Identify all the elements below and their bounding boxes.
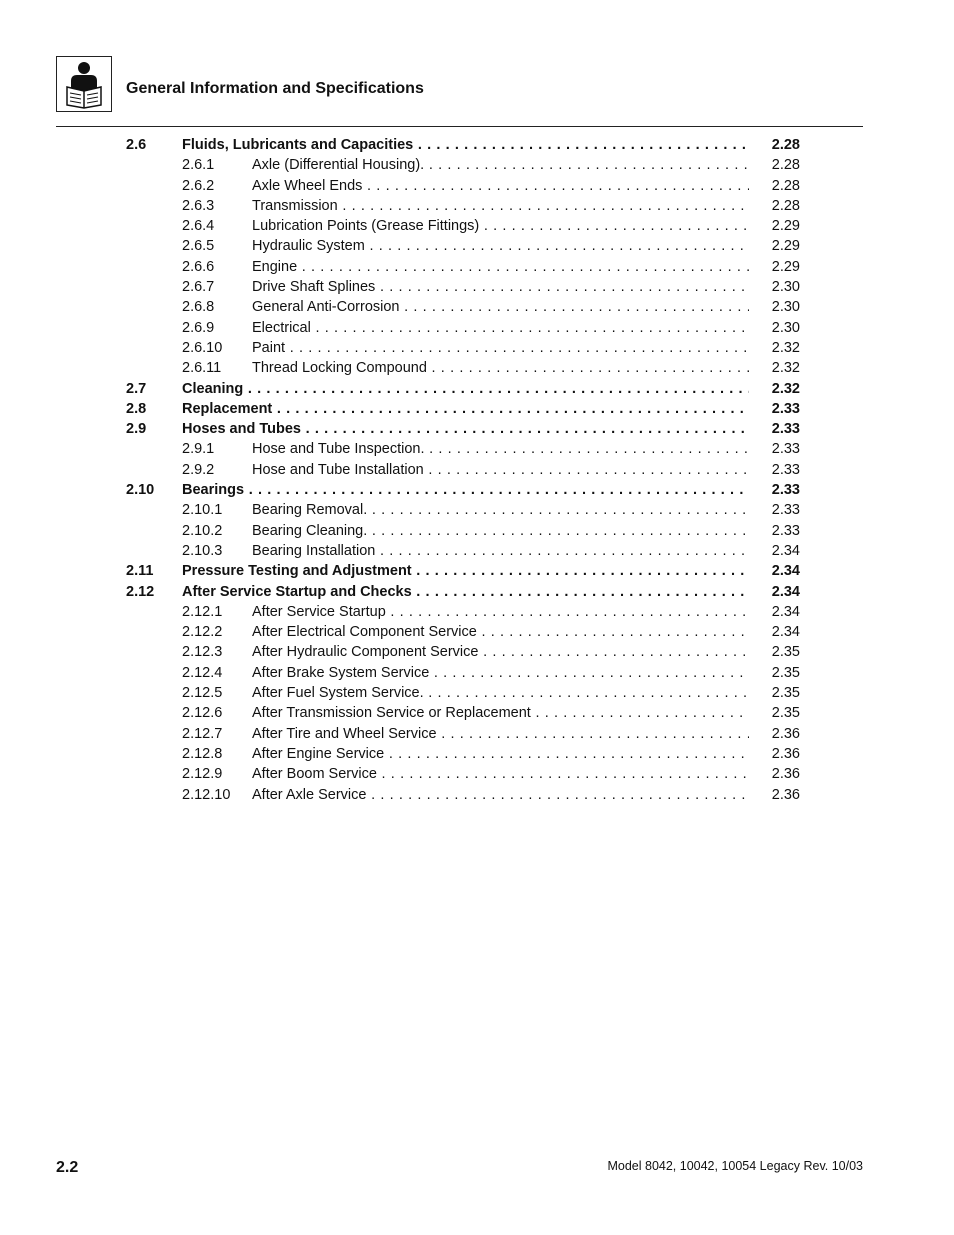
toc-entry-page: 2.33 — [771, 502, 800, 519]
toc-entry-title: Drive Shaft Splines . . . — [252, 277, 749, 297]
page-header-title: General Information and Specifications — [126, 80, 424, 97]
toc-entry-page: 2.33 — [771, 461, 800, 478]
toc-entry-number: 2.10.2 — [182, 522, 223, 539]
toc-entry-title: Electrical . . . — [252, 318, 749, 338]
toc-entry[interactable] — [0, 602, 954, 622]
toc-entry-number: 2.12.2 — [182, 624, 223, 641]
toc-entry-title: After Fuel System Service. . . . — [252, 683, 749, 703]
toc-entry[interactable] — [0, 297, 954, 317]
toc-entry-title: After Brake System Service . . . — [252, 663, 749, 683]
toc-entry-title: Engine . . . — [252, 257, 749, 277]
toc-entry-page: 2.35 — [771, 664, 800, 681]
toc-entry-page: 2.33 — [771, 482, 800, 499]
toc-entry[interactable] — [0, 744, 954, 764]
toc-entry-number: 2.12 — [126, 583, 155, 600]
toc-entry-number: 2.6.1 — [182, 157, 215, 174]
toc-entry-number: 2.7 — [126, 380, 147, 397]
toc-entry[interactable] — [0, 582, 954, 602]
toc-entry-number: 2.9 — [126, 421, 147, 438]
toc-entry-number: 2.6.6 — [182, 258, 215, 275]
toc-entry[interactable] — [0, 257, 954, 277]
toc-entry[interactable] — [0, 379, 954, 399]
toc-entry-number: 2.10.1 — [182, 502, 223, 519]
toc-entry-page: 2.34 — [771, 542, 800, 559]
toc-entry[interactable] — [0, 155, 954, 175]
toc-entry-page: 2.32 — [771, 360, 800, 377]
toc-entry[interactable] — [0, 460, 954, 480]
toc-entry[interactable] — [0, 419, 954, 439]
toc-entry-number: 2.12.3 — [182, 644, 223, 661]
toc-entry[interactable] — [0, 176, 954, 196]
toc-entry-page: 2.28 — [771, 177, 800, 194]
toc-entry-page: 2.36 — [771, 725, 800, 742]
toc-entry-title: After Service Startup and Checks . . . — [182, 582, 749, 602]
toc-entry-title: Hose and Tube Installation . . . — [252, 460, 749, 480]
toc-entry-number: 2.12.7 — [182, 725, 223, 742]
toc-entry-number: 2.10 — [126, 482, 155, 499]
toc-entry-number: 2.10.3 — [182, 542, 223, 559]
toc-entry-title: Transmission . . . — [252, 196, 749, 216]
toc-entry-page: 2.34 — [771, 563, 800, 580]
toc-entry-page: 2.32 — [771, 380, 800, 397]
toc-entry-number: 2.12.1 — [182, 603, 223, 620]
toc-entry-number: 2.6.5 — [182, 238, 215, 255]
toc-entry-title: Bearings . . . — [182, 480, 749, 500]
toc-entry-number: 2.6.8 — [182, 299, 215, 316]
toc-entry-title: After Tire and Wheel Service . . . — [252, 724, 749, 744]
toc-entry-title: General Anti-Corrosion . . . — [252, 297, 749, 317]
toc-entry-title: Cleaning . . . — [182, 379, 749, 399]
toc-entry-page: 2.36 — [771, 745, 800, 762]
toc-entry[interactable] — [0, 724, 954, 744]
table-of-contents — [0, 135, 954, 805]
toc-entry-number: 2.12.9 — [182, 766, 223, 783]
toc-entry[interactable] — [0, 135, 954, 155]
toc-entry-title: After Electrical Component Service . . . — [252, 622, 749, 642]
toc-entry[interactable] — [0, 642, 954, 662]
toc-entry[interactable] — [0, 216, 954, 236]
toc-entry-number: 2.12.8 — [182, 745, 223, 762]
toc-entry-page: 2.33 — [771, 400, 800, 417]
toc-entry-page: 2.35 — [771, 685, 800, 702]
manual-logo — [56, 56, 112, 112]
toc-entry-title: Hose and Tube Inspection. . . . — [252, 439, 749, 459]
toc-entry-title: Thread Locking Compound . . . — [252, 358, 749, 378]
toc-entry-number: 2.6 — [126, 137, 147, 153]
toc-entry-title: Hydraulic System . . . — [252, 236, 749, 256]
toc-entry-page: 2.29 — [771, 258, 800, 275]
toc-entry-title: Lubrication Points (Grease Fittings) . . . — [252, 216, 749, 236]
toc-entry-page: 2.30 — [771, 299, 800, 316]
toc-entry[interactable] — [0, 196, 954, 216]
toc-entry-number: 2.6.2 — [182, 177, 215, 194]
toc-entry-title: After Axle Service . . . — [252, 785, 749, 805]
toc-entry[interactable] — [0, 622, 954, 642]
toc-entry[interactable] — [0, 683, 954, 703]
toc-entry-title: Axle Wheel Ends . . . — [252, 176, 749, 196]
toc-entry-title: Bearing Cleaning. . . . — [252, 521, 749, 541]
toc-entry-number: 2.6.3 — [182, 197, 215, 214]
toc-entry-number: 2.6.10 — [182, 339, 223, 356]
footer-model-info: Model 8042, 10042, 10054 Legacy Rev. 10/03 — [607, 1159, 863, 1173]
toc-entry-title: Axle (Differential Housing). . . . — [252, 155, 749, 175]
toc-entry[interactable] — [0, 236, 954, 256]
footer-page-number: 2.2 — [56, 1159, 79, 1176]
toc-entry[interactable] — [0, 358, 954, 378]
toc-entry-page: 2.28 — [771, 157, 800, 174]
toc-entry-title: Bearing Installation . . . — [252, 541, 749, 561]
toc-entry[interactable] — [0, 703, 954, 723]
toc-entry-page: 2.34 — [771, 624, 800, 641]
toc-entry[interactable] — [0, 439, 954, 459]
toc-entry[interactable] — [0, 541, 954, 561]
toc-entry-number: 2.6.11 — [182, 360, 222, 377]
toc-entry-page: 2.30 — [771, 279, 800, 296]
toc-entry-page: 2.35 — [771, 644, 800, 661]
toc-entry-number: 2.12.4 — [182, 664, 223, 681]
toc-entry-title: Replacement . . . — [182, 399, 749, 419]
toc-entry-page: 2.29 — [771, 218, 800, 235]
toc-entry-page: 2.35 — [771, 705, 800, 722]
toc-entry-number: 2.9.1 — [182, 441, 215, 458]
toc-entry-title: Paint . . . — [252, 338, 749, 358]
toc-entry[interactable] — [0, 764, 954, 784]
toc-entry-page: 2.34 — [771, 603, 800, 620]
toc-entry-number: 2.9.2 — [182, 461, 215, 478]
toc-entry[interactable] — [0, 338, 954, 358]
toc-entry-title: Hoses and Tubes . . . — [182, 419, 749, 439]
toc-entry-title: Fluids, Lubricants and Capacities . . . — [182, 135, 749, 155]
toc-entry-number: 2.6.7 — [182, 279, 215, 296]
toc-entry-page: 2.33 — [771, 522, 800, 539]
toc-entry-number: 2.12.10 — [182, 786, 231, 803]
toc-entry-page: 2.30 — [771, 319, 800, 336]
toc-entry[interactable] — [0, 785, 954, 805]
toc-entry-number: 2.12.5 — [182, 685, 223, 702]
toc-entry[interactable] — [0, 521, 954, 541]
toc-entry-page: 2.32 — [771, 339, 800, 356]
toc-entry-title: Bearing Removal. . . . — [252, 500, 749, 520]
toc-entry-page: 2.33 — [771, 421, 800, 438]
toc-entry-page: 2.36 — [771, 786, 800, 803]
toc-entry-number: 2.11 — [126, 563, 154, 580]
toc-entry-number: 2.8 — [126, 400, 147, 417]
toc-entry-number: 2.6.4 — [182, 218, 215, 235]
toc-entry-title: After Boom Service . . . — [252, 764, 749, 784]
toc-entry-page: 2.28 — [771, 137, 800, 153]
toc-entry-page: 2.29 — [771, 238, 800, 255]
toc-entry-title: After Transmission Service or Replacement . . . — [252, 703, 749, 723]
person-reading-manual-icon — [57, 57, 111, 111]
toc-entry[interactable] — [0, 500, 954, 520]
toc-entry[interactable] — [0, 561, 954, 581]
toc-entry[interactable] — [0, 399, 954, 419]
header-divider — [56, 126, 863, 127]
toc-entry-number: 2.12.6 — [182, 705, 223, 722]
toc-entry-page: 2.34 — [771, 583, 800, 600]
toc-entry[interactable] — [0, 318, 954, 338]
toc-entry-title: Pressure Testing and Adjustment . . . — [182, 561, 749, 581]
toc-entry-page: 2.36 — [771, 766, 800, 783]
toc-entry[interactable] — [0, 663, 954, 683]
toc-entry-number: 2.6.9 — [182, 319, 215, 336]
toc-entry-title: After Hydraulic Component Service . . . — [252, 642, 749, 662]
toc-entry-title: After Engine Service . . . — [252, 744, 749, 764]
toc-entry-title: After Service Startup . . . — [252, 602, 749, 622]
toc-entry[interactable] — [0, 480, 954, 500]
toc-entry-page: 2.33 — [771, 441, 800, 458]
toc-entry-page: 2.28 — [771, 197, 800, 214]
toc-entry[interactable] — [0, 277, 954, 297]
